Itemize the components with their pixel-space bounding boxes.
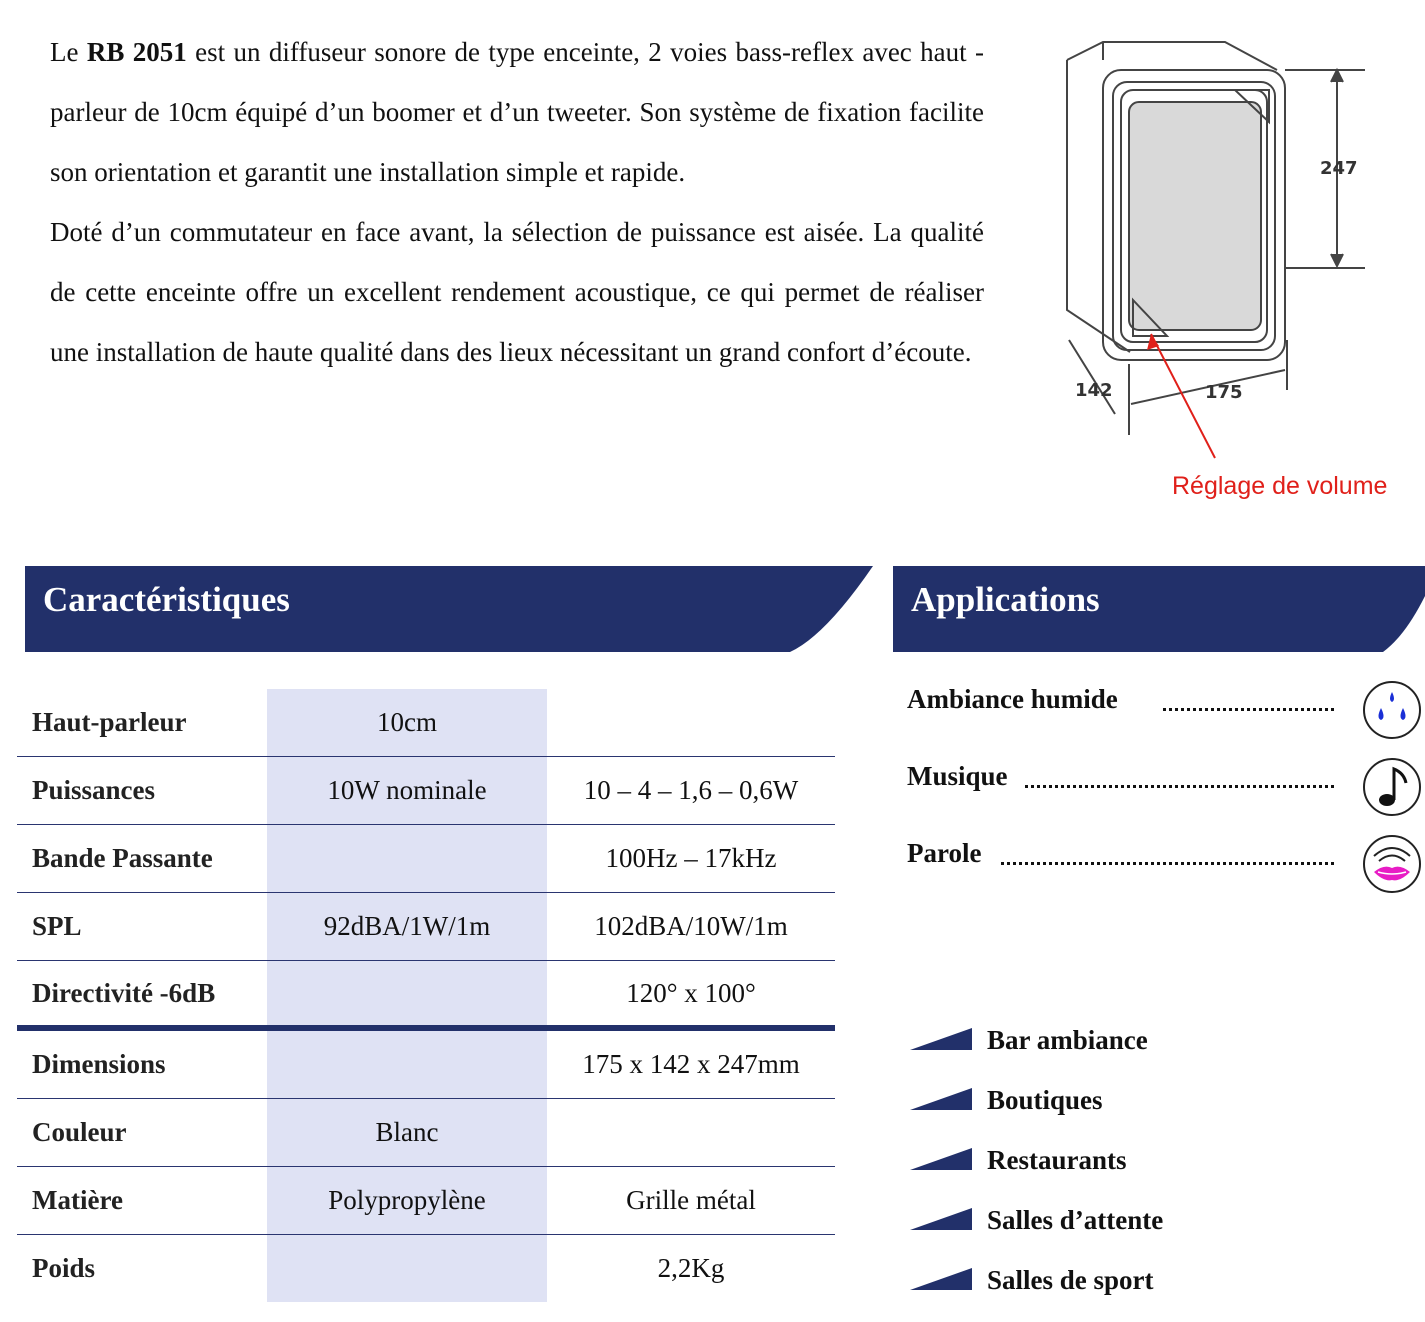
table-row: Haut-parleur 10cm <box>17 689 835 757</box>
applications-list <box>907 680 1422 911</box>
table-row: Couleur Blanc <box>17 1099 835 1167</box>
water-drops-icon <box>1362 680 1422 740</box>
model-name: RB 2051 <box>86 37 187 67</box>
wedge-bullet-icon <box>910 1206 974 1232</box>
music-note-icon <box>1362 757 1422 817</box>
applications-title: Applications <box>911 580 1100 619</box>
wedge-bullet-icon <box>910 1146 974 1172</box>
table-row: Puissances 10W nominale 10 – 4 – 1,6 – 0,6W <box>17 757 835 825</box>
table-row: SPL 92dBA/1W/1m 102dBA/10W/1m <box>17 893 835 961</box>
wedge-bullet-icon <box>910 1086 974 1112</box>
application-item: Parole <box>907 834 1422 911</box>
characteristics-title: Caractéristiques <box>43 580 290 619</box>
width-dimension: 175 <box>1205 382 1243 403</box>
height-dimension: 247 <box>1320 158 1358 179</box>
volume-adjust-label: Réglage de volume <box>1172 472 1388 500</box>
table-row: Bande Passante 100Hz – 17kHz <box>17 825 835 893</box>
depth-dimension: 142 <box>1075 380 1113 401</box>
product-description <box>50 22 984 382</box>
dot-leader <box>1163 706 1334 711</box>
description-paragraph-1: Le RB 2051 est un diffuseur sonore de type enceinte, 2 voies bass-reflex avec haut - parleur de 10cm équipé d’un boomer et d’un tweeter. Son système de fixation facilite son orientation et garantit une installation simple et rapide. <box>50 37 985 187</box>
application-item: Ambiance humide <box>907 680 1422 757</box>
specifications-table <box>17 689 835 1302</box>
speech-lips-icon <box>1362 834 1422 894</box>
speaker-drawing <box>1055 30 1425 510</box>
table-row: Matière Polypropylène Grille métal <box>17 1167 835 1235</box>
table-row: Directivité -6dB 120° x 100° <box>17 961 835 1031</box>
wedge-bullet-icon <box>910 1026 974 1052</box>
application-item: Musique <box>907 757 1422 834</box>
description-paragraph-2: Doté d’un commutateur en face avant, la sélection de puissance est aisée. La qualité de cette enceinte offre un excellent rendement acoustique, ce qui permet de réaliser une installation de haute qualité dans des lieux nécessitant un grand confort d’écoute. <box>50 217 984 367</box>
wedge-bullet-icon <box>910 1266 974 1292</box>
characteristics-banner <box>25 566 875 652</box>
table-row: Dimensions 175 x 142 x 247mm <box>17 1031 835 1099</box>
applications-banner <box>893 566 1425 652</box>
dot-leader <box>1001 860 1334 865</box>
table-row: Poids 2,2Kg <box>32 1253 725 1283</box>
dot-leader <box>1025 783 1334 788</box>
